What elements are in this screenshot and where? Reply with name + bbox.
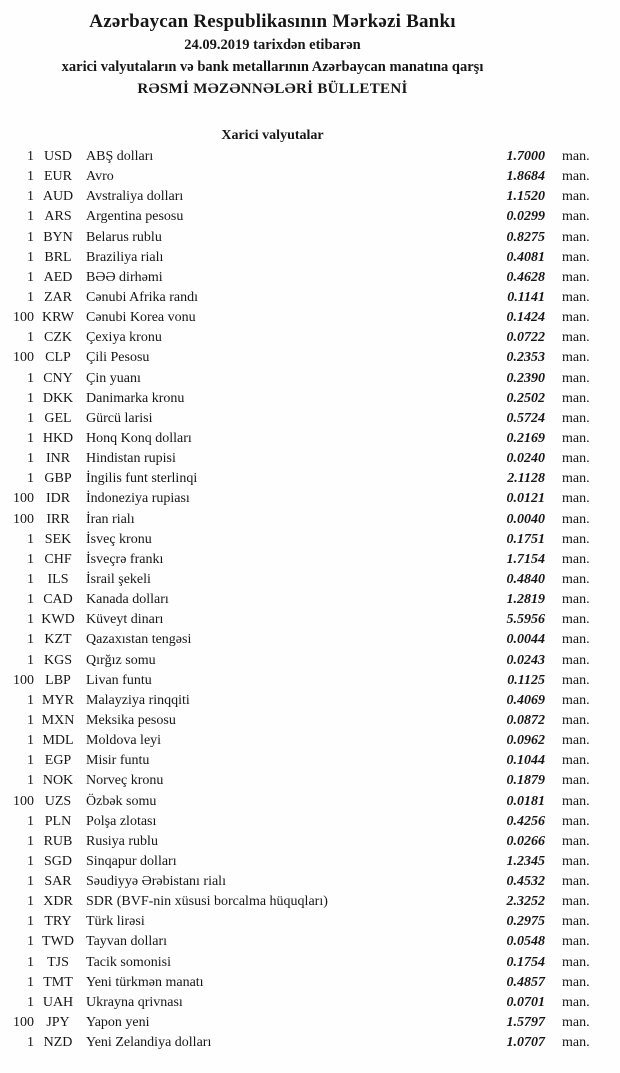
currency-rate: 0.0181 bbox=[506, 793, 545, 809]
rate-row bbox=[0, 832, 620, 852]
effective-date-line: 24.09.2019 tarixdən etibarən bbox=[184, 37, 361, 53]
currency-code: ILS bbox=[47, 571, 69, 587]
currency-quantity: 1 bbox=[27, 169, 34, 185]
currency-name: Çexiya kronu bbox=[86, 330, 162, 346]
currency-unit: man. bbox=[562, 712, 590, 728]
currency-rate: 0.2975 bbox=[506, 914, 545, 930]
currency-name: Hindistan rupisi bbox=[86, 451, 176, 467]
currency-code: IRR bbox=[46, 511, 70, 527]
rate-row bbox=[0, 530, 620, 550]
currency-code: CZK bbox=[44, 330, 72, 346]
currency-name: Özbək somu bbox=[86, 793, 157, 809]
currency-code: KRW bbox=[42, 310, 74, 326]
currency-quantity: 1 bbox=[27, 1035, 34, 1051]
currency-name: Danimarka kronu bbox=[86, 390, 185, 406]
rate-row bbox=[0, 510, 620, 530]
currency-name: Türk lirəsi bbox=[86, 914, 145, 930]
rate-row bbox=[0, 409, 620, 429]
currency-rate: 0.0701 bbox=[506, 994, 545, 1010]
rate-row bbox=[0, 248, 620, 268]
currency-quantity: 1 bbox=[27, 430, 34, 446]
currency-quantity: 100 bbox=[13, 672, 34, 688]
rate-row bbox=[0, 671, 620, 691]
currency-code: ZAR bbox=[44, 289, 72, 305]
currency-rate: 0.4256 bbox=[506, 813, 545, 829]
currency-name: Ukrayna qrivnası bbox=[86, 994, 183, 1010]
currency-code: USD bbox=[43, 149, 72, 164]
currency-name: Belarus rublu bbox=[86, 229, 162, 245]
currency-quantity: 1 bbox=[27, 229, 34, 245]
currency-code: KWD bbox=[41, 612, 75, 628]
currency-code: INR bbox=[45, 451, 71, 467]
currency-rate: 1.0707 bbox=[506, 1035, 545, 1051]
currency-name: SDR (BVF-nin xüsusi borcalma hüquqları) bbox=[86, 894, 328, 910]
currency-quantity: 1 bbox=[27, 410, 34, 426]
currency-code: SEK bbox=[44, 531, 72, 547]
currency-unit: man. bbox=[562, 189, 590, 205]
currency-rate: 0.0548 bbox=[506, 934, 545, 950]
rate-row bbox=[0, 167, 620, 187]
currency-quantity: 1 bbox=[27, 531, 34, 547]
currency-code: TWD bbox=[42, 934, 74, 950]
currency-unit: man. bbox=[562, 350, 590, 366]
currency-name: Polşa zlotası bbox=[86, 813, 157, 829]
currency-name: Yapon yeni bbox=[86, 1015, 150, 1031]
currency-unit: man. bbox=[562, 833, 590, 849]
currency-unit: man. bbox=[562, 1035, 590, 1051]
currency-unit: man. bbox=[562, 269, 590, 285]
currency-unit: man. bbox=[562, 390, 590, 406]
currency-unit: man. bbox=[562, 169, 590, 185]
rate-row bbox=[0, 993, 620, 1013]
rate-row bbox=[0, 207, 620, 227]
currency-name: Avro bbox=[86, 169, 114, 185]
currency-code: UAH bbox=[42, 994, 74, 1010]
currency-quantity: 1 bbox=[27, 954, 34, 970]
rate-row bbox=[0, 308, 620, 328]
currency-quantity: 1 bbox=[27, 370, 34, 386]
rate-row bbox=[0, 892, 620, 912]
currency-name: İngilis funt sterlinqi bbox=[86, 471, 198, 487]
currency-rate: 0.1879 bbox=[506, 773, 545, 789]
currency-code: ARS bbox=[44, 209, 72, 225]
currency-rate: 1.7000 bbox=[506, 149, 545, 164]
currency-rate: 1.5797 bbox=[506, 1015, 545, 1031]
currency-unit: man. bbox=[562, 531, 590, 547]
currency-rate: 1.8684 bbox=[506, 169, 545, 185]
currency-rate: 1.1520 bbox=[506, 189, 545, 205]
currency-code: HKD bbox=[42, 430, 74, 446]
currency-name: Səudiyyə Ərəbistanı rialı bbox=[86, 874, 226, 890]
currency-quantity: 1 bbox=[27, 813, 34, 829]
currency-unit: man. bbox=[562, 632, 590, 648]
currency-name: Yeni Zelandiya dolları bbox=[86, 1035, 212, 1051]
currency-rate: 1.7154 bbox=[506, 551, 545, 567]
currency-code: SGD bbox=[43, 853, 72, 869]
currency-name: Braziliya rialı bbox=[86, 249, 164, 265]
currency-code: DKK bbox=[42, 390, 74, 406]
currency-quantity: 1 bbox=[27, 974, 34, 990]
section-title-foreign-currencies: Xarici valyutalar bbox=[221, 128, 324, 143]
currency-unit: man. bbox=[562, 451, 590, 467]
currency-rate: 2.3252 bbox=[506, 894, 545, 910]
currency-name: Kanada dolları bbox=[86, 592, 169, 608]
rate-row bbox=[0, 610, 620, 630]
currency-code: NOK bbox=[42, 773, 74, 789]
rate-row bbox=[0, 872, 620, 892]
rate-row bbox=[0, 449, 620, 469]
rate-row bbox=[0, 590, 620, 610]
currency-quantity: 1 bbox=[27, 874, 34, 890]
currency-code: AUD bbox=[42, 189, 74, 205]
currency-code: UZS bbox=[44, 793, 72, 809]
currency-code: TMT bbox=[43, 974, 73, 990]
currency-rate: 0.1751 bbox=[506, 531, 545, 547]
currency-quantity: 1 bbox=[27, 209, 34, 225]
currency-unit: man. bbox=[562, 954, 590, 970]
currency-name: Honq Konq dolları bbox=[86, 430, 192, 446]
rate-row bbox=[0, 953, 620, 973]
currency-rate: 0.2353 bbox=[506, 350, 545, 366]
currency-rate: 0.4532 bbox=[506, 874, 545, 890]
currency-name: Qırğız somu bbox=[86, 652, 156, 668]
rate-row bbox=[0, 1033, 620, 1053]
currency-quantity: 1 bbox=[27, 451, 34, 467]
currency-code: RUB bbox=[43, 833, 73, 849]
currency-code: LBP bbox=[45, 672, 71, 688]
currency-name: İndoneziya rupiası bbox=[86, 491, 190, 507]
currency-quantity: 1 bbox=[27, 612, 34, 628]
currency-code: MDL bbox=[42, 733, 74, 749]
currency-quantity: 1 bbox=[27, 330, 34, 346]
currency-quantity: 1 bbox=[27, 632, 34, 648]
currency-quantity: 1 bbox=[27, 853, 34, 869]
currency-unit: man. bbox=[562, 934, 590, 950]
currency-quantity: 1 bbox=[27, 571, 34, 587]
currency-unit: man. bbox=[562, 652, 590, 668]
rate-row bbox=[0, 489, 620, 509]
currency-unit: man. bbox=[562, 1015, 590, 1031]
currency-name: Meksika pesosu bbox=[86, 712, 176, 728]
rate-row bbox=[0, 288, 620, 308]
currency-unit: man. bbox=[562, 229, 590, 245]
bulletin-subtitle: xarici valyutaların və bank metallarının Azərbaycan manatına qarşı bbox=[61, 59, 484, 75]
rate-row bbox=[0, 348, 620, 368]
currency-unit: man. bbox=[562, 672, 590, 688]
currency-code: IDR bbox=[45, 491, 71, 507]
currency-rate: 0.2169 bbox=[506, 430, 545, 446]
currency-quantity: 1 bbox=[27, 471, 34, 487]
currency-name: Norveç kronu bbox=[86, 773, 164, 789]
currency-rate: 0.0299 bbox=[506, 209, 545, 225]
currency-rate: 1.2819 bbox=[506, 592, 545, 608]
currency-name: BƏƏ dirhəmi bbox=[86, 269, 163, 285]
document-header bbox=[0, 9, 545, 100]
currency-rate: 0.8275 bbox=[506, 229, 545, 245]
currency-name: Küveyt dinarı bbox=[86, 612, 164, 628]
currency-unit: man. bbox=[562, 793, 590, 809]
rate-row bbox=[0, 228, 620, 248]
currency-code: MYR bbox=[42, 692, 74, 708]
currency-rate: 0.1044 bbox=[506, 753, 545, 769]
currency-name: Tacik somonisi bbox=[86, 954, 171, 970]
currency-rate: 0.4857 bbox=[506, 974, 545, 990]
currency-unit: man. bbox=[562, 330, 590, 346]
currency-unit: man. bbox=[562, 511, 590, 527]
rate-row bbox=[0, 932, 620, 952]
rate-row bbox=[0, 651, 620, 671]
currency-quantity: 1 bbox=[27, 652, 34, 668]
bulletin-title: RƏSMİ MƏZƏNNƏLƏRİ BÜLLETENİ bbox=[137, 81, 408, 97]
currency-rate: 0.0722 bbox=[506, 330, 545, 346]
currency-code: AED bbox=[43, 269, 73, 285]
currency-quantity: 1 bbox=[27, 833, 34, 849]
currency-quantity: 1 bbox=[27, 733, 34, 749]
currency-rate: 0.1754 bbox=[506, 954, 545, 970]
currency-rate: 5.5956 bbox=[506, 612, 545, 628]
currency-unit: man. bbox=[562, 853, 590, 869]
currency-rate: 0.0121 bbox=[506, 491, 545, 507]
rate-row bbox=[0, 1013, 620, 1033]
currency-code: TRY bbox=[44, 914, 72, 930]
currency-rate: 0.2502 bbox=[506, 390, 545, 406]
currency-quantity: 1 bbox=[27, 149, 34, 164]
currency-code: SAR bbox=[44, 874, 72, 890]
currency-unit: man. bbox=[562, 551, 590, 567]
currency-name: Çili Pesosu bbox=[86, 350, 150, 366]
currency-unit: man. bbox=[562, 249, 590, 265]
rate-row bbox=[0, 369, 620, 389]
currency-unit: man. bbox=[562, 149, 590, 164]
currency-code: NZD bbox=[43, 1035, 73, 1051]
currency-quantity: 100 bbox=[13, 1015, 34, 1031]
currency-rate: 0.4840 bbox=[506, 571, 545, 587]
currency-quantity: 100 bbox=[13, 511, 34, 527]
currency-name: ABŞ dolları bbox=[86, 149, 154, 164]
currency-quantity: 1 bbox=[27, 289, 34, 305]
currency-rate: 0.0040 bbox=[506, 511, 545, 527]
currency-code: BYN bbox=[43, 229, 73, 245]
currency-rate: 0.0044 bbox=[506, 632, 545, 648]
currency-quantity: 1 bbox=[27, 390, 34, 406]
currency-rate: 0.1141 bbox=[507, 289, 545, 305]
currency-rate: 0.0243 bbox=[506, 652, 545, 668]
rate-row bbox=[0, 429, 620, 449]
currency-unit: man. bbox=[562, 874, 590, 890]
currency-code: KZT bbox=[44, 632, 72, 648]
currency-quantity: 1 bbox=[27, 994, 34, 1010]
rate-row bbox=[0, 912, 620, 932]
currency-quantity: 100 bbox=[13, 350, 34, 366]
rate-row bbox=[0, 147, 620, 167]
currency-unit: man. bbox=[562, 491, 590, 507]
rate-row bbox=[0, 751, 620, 771]
currency-quantity: 100 bbox=[13, 491, 34, 507]
currency-name: İsveçrə frankı bbox=[86, 551, 164, 567]
currency-rate: 0.0872 bbox=[506, 712, 545, 728]
rate-row bbox=[0, 187, 620, 207]
rate-row bbox=[0, 792, 620, 812]
currency-unit: man. bbox=[562, 974, 590, 990]
currency-name: İsrail şekeli bbox=[86, 571, 151, 587]
currency-name: Cənubi Korea vonu bbox=[86, 310, 196, 326]
rate-row bbox=[0, 328, 620, 348]
rate-row bbox=[0, 771, 620, 791]
currency-quantity: 1 bbox=[27, 189, 34, 205]
currency-name: Misir funtu bbox=[86, 753, 150, 769]
currency-unit: man. bbox=[562, 430, 590, 446]
currency-code: JPY bbox=[46, 1015, 70, 1031]
rate-row bbox=[0, 852, 620, 872]
currency-unit: man. bbox=[562, 692, 590, 708]
currency-code: MXN bbox=[41, 712, 75, 728]
currency-name: Argentina pesosu bbox=[86, 209, 184, 225]
currency-name: Qazaxıstan tengəsi bbox=[86, 632, 192, 648]
currency-name: Malayziya rinqqiti bbox=[86, 692, 190, 708]
currency-name: Sinqapur dolları bbox=[86, 853, 177, 869]
rate-row bbox=[0, 469, 620, 489]
currency-name: Tayvan dolları bbox=[86, 934, 168, 950]
currency-rate: 1.2345 bbox=[506, 853, 545, 869]
currency-name: İran rialı bbox=[86, 511, 135, 527]
currency-unit: man. bbox=[562, 773, 590, 789]
currency-name: Cənubi Afrika randı bbox=[86, 289, 198, 305]
currency-name: İsveç kronu bbox=[86, 531, 152, 547]
currency-unit: man. bbox=[562, 370, 590, 386]
rate-row bbox=[0, 711, 620, 731]
currency-code: CNY bbox=[43, 370, 73, 386]
currency-name: Gürcü larisi bbox=[86, 410, 153, 426]
rate-row bbox=[0, 550, 620, 570]
currency-quantity: 1 bbox=[27, 753, 34, 769]
currency-unit: man. bbox=[562, 894, 590, 910]
currency-quantity: 1 bbox=[27, 894, 34, 910]
currency-unit: man. bbox=[562, 592, 590, 608]
currency-code: CHF bbox=[44, 551, 72, 567]
currency-rate: 0.0240 bbox=[506, 451, 545, 467]
currency-rate: 0.4081 bbox=[506, 249, 545, 265]
currency-rate: 2.1128 bbox=[507, 471, 545, 487]
currency-rate: 0.5724 bbox=[506, 410, 545, 426]
currency-unit: man. bbox=[562, 612, 590, 628]
currency-rate: 0.4628 bbox=[506, 269, 545, 285]
currency-name: Livan funtu bbox=[86, 672, 152, 688]
currency-unit: man. bbox=[562, 753, 590, 769]
currency-quantity: 100 bbox=[13, 793, 34, 809]
currency-code: GEL bbox=[44, 410, 72, 426]
currency-quantity: 1 bbox=[27, 551, 34, 567]
currency-unit: man. bbox=[562, 813, 590, 829]
currency-rate: 0.4069 bbox=[506, 692, 545, 708]
currency-code: TJS bbox=[47, 954, 69, 970]
currency-code: EGP bbox=[44, 753, 72, 769]
currency-quantity: 1 bbox=[27, 692, 34, 708]
currency-quantity: 1 bbox=[27, 592, 34, 608]
currency-name: Avstraliya dolları bbox=[86, 189, 184, 205]
currency-quantity: 1 bbox=[27, 773, 34, 789]
rate-row bbox=[0, 973, 620, 993]
currency-rate: 0.1125 bbox=[507, 672, 545, 688]
currency-unit: man. bbox=[562, 994, 590, 1010]
currency-rate: 0.0962 bbox=[506, 733, 545, 749]
currency-unit: man. bbox=[562, 471, 590, 487]
currency-unit: man. bbox=[562, 209, 590, 225]
currency-quantity: 1 bbox=[27, 269, 34, 285]
currency-name: Moldova leyi bbox=[86, 733, 162, 749]
currency-quantity: 1 bbox=[27, 934, 34, 950]
currency-unit: man. bbox=[562, 410, 590, 426]
rate-row bbox=[0, 630, 620, 650]
currency-quantity: 1 bbox=[27, 914, 34, 930]
rate-row bbox=[0, 731, 620, 751]
currency-unit: man. bbox=[562, 914, 590, 930]
currency-quantity: 1 bbox=[27, 712, 34, 728]
currency-code: PLN bbox=[44, 813, 72, 829]
currency-code: KGS bbox=[43, 652, 72, 668]
currency-name: Rusiya rublu bbox=[86, 833, 158, 849]
currency-rate: 0.1424 bbox=[506, 310, 545, 326]
currency-unit: man. bbox=[562, 733, 590, 749]
currency-unit: man. bbox=[562, 571, 590, 587]
currency-name: Çin yuanı bbox=[86, 370, 141, 386]
currency-quantity: 1 bbox=[27, 249, 34, 265]
rate-row bbox=[0, 389, 620, 409]
currency-rate: 0.2390 bbox=[506, 370, 545, 386]
currency-unit: man. bbox=[562, 289, 590, 305]
currency-code: GBP bbox=[44, 471, 72, 487]
currency-code: CLP bbox=[45, 350, 71, 366]
rate-row bbox=[0, 812, 620, 832]
rate-row bbox=[0, 570, 620, 590]
rates-table bbox=[0, 147, 620, 1053]
currency-code: BRL bbox=[44, 249, 72, 265]
currency-code: XDR bbox=[43, 894, 73, 910]
currency-quantity: 100 bbox=[13, 310, 34, 326]
currency-code: CAD bbox=[43, 592, 73, 608]
rate-row bbox=[0, 268, 620, 288]
currency-code: EUR bbox=[44, 169, 72, 185]
currency-name: Yeni türkmən manatı bbox=[86, 974, 204, 990]
bank-title: Azərbaycan Respublikasının Mərkəzi Bankı bbox=[89, 11, 456, 32]
rate-row bbox=[0, 691, 620, 711]
currency-unit: man. bbox=[562, 310, 590, 326]
currency-rate: 0.0266 bbox=[506, 833, 545, 849]
